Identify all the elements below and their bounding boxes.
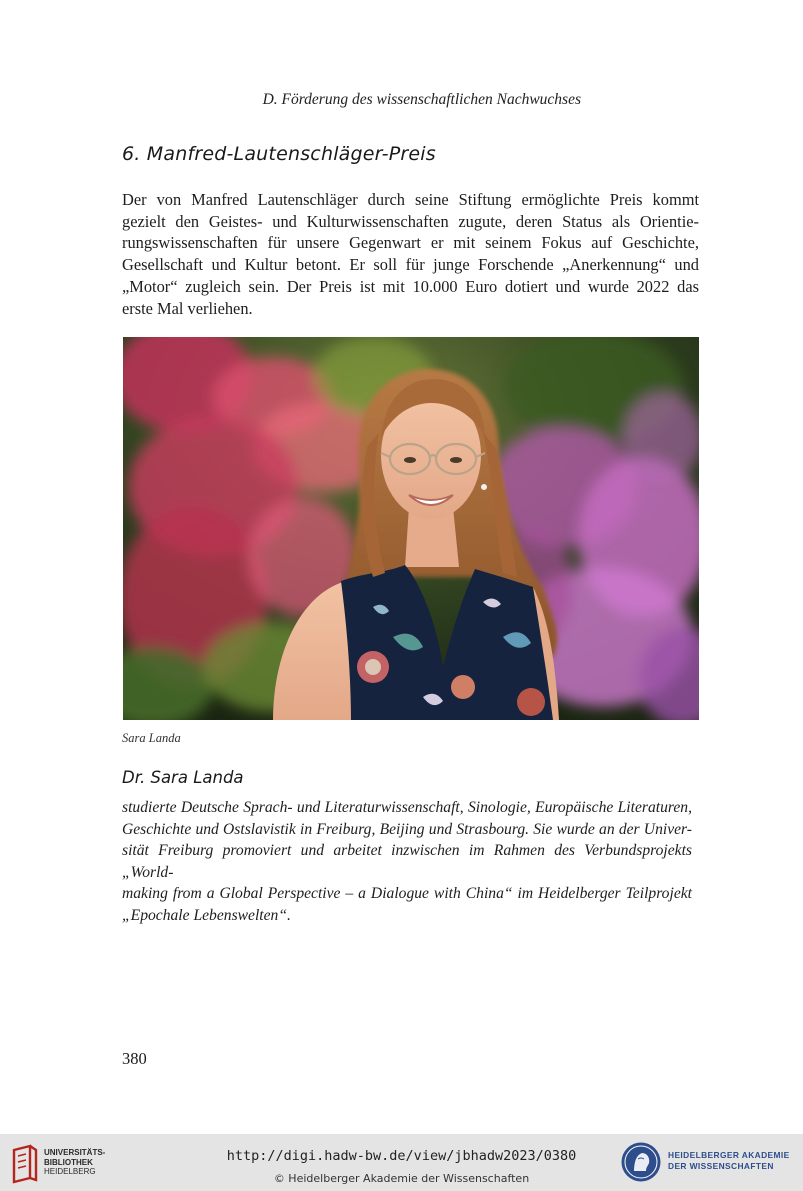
bio-line: making from a Global Perspective – a Dialogue with China“ im Heidelberger Teilprojekt [122,885,692,902]
bio-line: studierte Deutsche Sprach- und Literaturwissenschaft, Sinologie, Europäische Literaturen, [122,799,692,816]
photo-caption: Sara Landa [122,731,181,745]
laureate-name: Dr. Sara Landa [122,768,244,787]
permalink-url[interactable]: http://digi.hadw-bw.de/view/jbhadw2023/0380 [226,1148,577,1164]
paragraph-line: rungswissenschaften für unsere Gegenwart er mit seinem Fokus auf Geschichte, [122,233,699,253]
paragraph-line: Gesellschaft und Kultur betont. Er soll für junge Forschende „Anerkennung“ und [122,255,699,275]
bio-line: sität Freiburg promoviert und arbeitet inzwischen im Rahmen des Verbundsprojekts „World- [122,842,692,881]
paragraph-line: gezielt den Geistes- und Kulturwissenschaften zugute, deren Status als Orientie- [122,211,699,231]
hadw-seal-icon[interactable] [620,1141,662,1183]
copyright-notice: © Heidelberger Akademie der Wissenschaften [273,1172,530,1185]
portrait-photo [123,337,699,720]
page-number: 380 [122,1049,147,1068]
paragraph-line: „Motor“ zugleich sein. Der Preis ist mit 10.000 Euro dotiert und wurde 2022 das [122,276,699,296]
ub-line-3: HEIDELBERG [44,1167,96,1176]
hadw-line-2: DER WISSENSCHAFTEN [668,1161,774,1171]
bio-line: Geschichte und Ostslavistik in Freiburg, Beijing und Strasbourg. Sie wurde an der Univer- [122,820,692,838]
ub-line-2: BIBLIOTHEK [44,1157,93,1167]
paragraph-line: erste Mal verliehen. [122,298,253,318]
ub-line-1: UNIVERSITÄTS- [44,1148,106,1157]
body-paragraph [122,189,699,319]
laureate-bio [122,797,692,926]
hadw-line-1: HEIDELBERGER AKADEMIE [668,1150,790,1160]
footer-bar [0,1134,803,1191]
paragraph-line: Der von Manfred Lautenschläger durch seine Stiftung ermöglichte Preis kommt [122,190,699,209]
bio-line: „Epochale Lebenswelten“. [122,906,291,924]
hadw-logo-text[interactable] [668,1150,790,1172]
section-title: 6. Manfred-Lautenschläger-Preis [122,143,436,165]
portrait-image [123,337,699,720]
running-header: D. Förderung des wissenschaftlichen Nachwuchses [262,91,581,108]
